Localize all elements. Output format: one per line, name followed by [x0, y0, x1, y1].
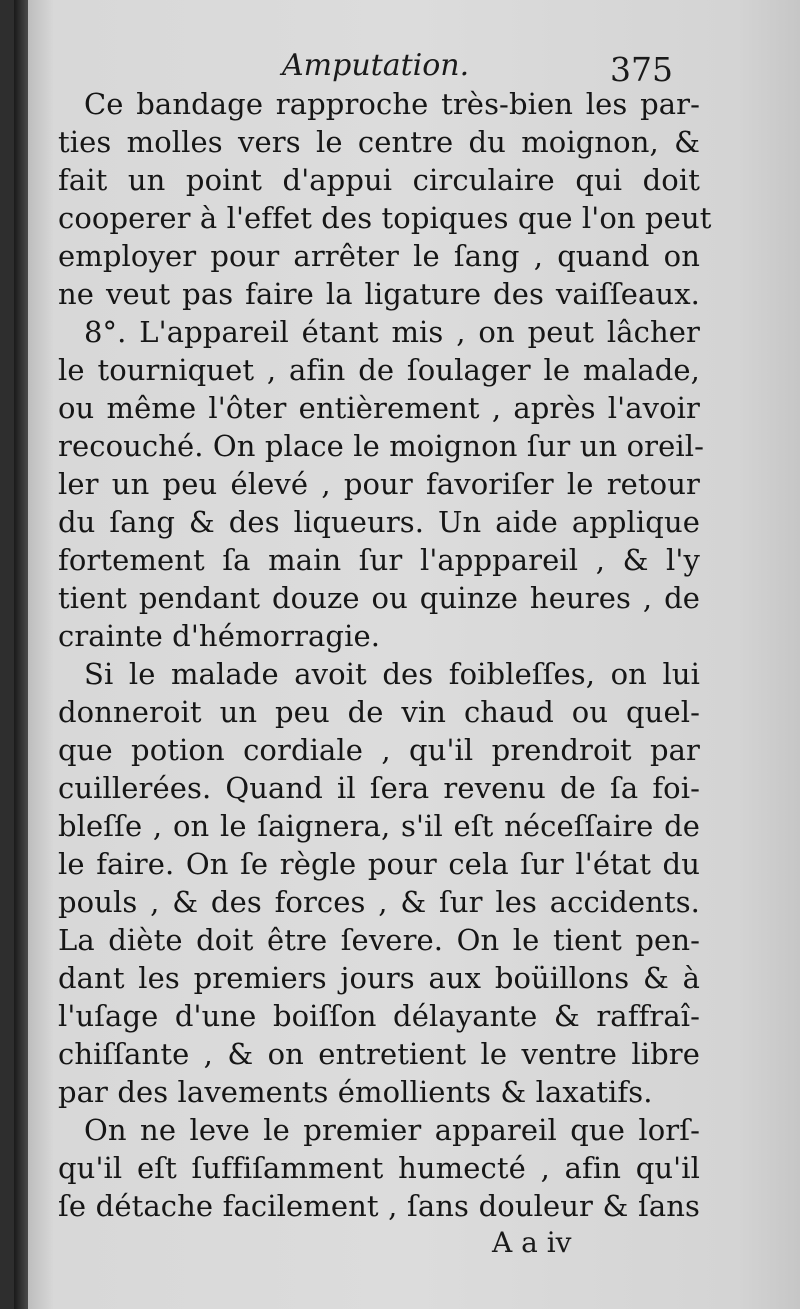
- text-line: du ſang & des liqueurs. Un aide applique: [58, 505, 700, 539]
- text-line: donneroit un peu de vin chaud ou quel-: [58, 695, 700, 729]
- text-line: employer pour arrêter le ſang , quand on: [58, 239, 700, 273]
- book-page: [14, 0, 800, 1309]
- text-line: bleſſe , on le ſaignera, s'il eſt néceſſaire de: [58, 809, 700, 843]
- text-line: fait un point d'appui circulaire qui doit: [58, 163, 700, 197]
- text-line: recouché. On place le moignon ſur un oreil-: [58, 429, 705, 463]
- text-line: le faire. On ſe règle pour cela ſur l'état du: [58, 847, 700, 881]
- text-line: On ne leve le premier appareil que lorſ-: [84, 1113, 700, 1147]
- text-line: Si le malade avoit des foibleſſes, on lui: [84, 657, 700, 691]
- text-line: tient pendant douze ou quinze heures , de: [58, 581, 700, 615]
- text-line: 8°. L'appareil étant mis , on peut lâcher: [84, 315, 700, 349]
- text-line: La diète doit être ſevere. On le tient pen-: [58, 923, 700, 957]
- text-line: qu'il eſt ſuffiſamment humecté , afin qu'il: [58, 1151, 700, 1185]
- binding-shadow: [14, 0, 28, 1309]
- text-line: ties molles vers le centre du moignon, &: [58, 125, 700, 159]
- text-line: par des lavements émollients & laxatifs.: [58, 1075, 653, 1109]
- page-number: 375: [610, 50, 673, 89]
- text-line: ne veut pas faire la ligature des vaiſſeaux.: [58, 277, 700, 311]
- text-line: ler un peu élevé , pour favoriſer le retour: [58, 467, 700, 501]
- text-line: le tourniquet , afin de ſoulager le malade,: [58, 353, 700, 387]
- text-line: pouls , & des forces , & ſur les accidents.: [58, 885, 700, 919]
- text-line: l'uſage d'une boiſſon délayante & raffraî-: [58, 999, 700, 1033]
- text-line: Ce bandage rapproche très-bien les par-: [84, 87, 700, 121]
- signature-mark: A a iv: [492, 1226, 572, 1259]
- running-title: Amputation.: [282, 48, 470, 83]
- text-line: dant les premiers jours aux boüillons & à: [58, 961, 700, 995]
- text-line: cooperer à l'effet des topiques que l'on peut: [58, 201, 712, 235]
- text-line: ſe détache facilement , ſans douleur & ſans: [58, 1189, 700, 1223]
- text-line: fortement ſa main ſur l'apppareil , & l'y: [58, 543, 700, 577]
- text-line: crainte d'hémorragie.: [58, 619, 381, 653]
- text-line: cuillerées. Quand il ſera revenu de ſa foi-: [58, 771, 700, 805]
- text-line: ou même l'ôter entièrement , après l'avoir: [58, 391, 700, 425]
- text-line: que potion cordiale , qu'il prendroit par: [58, 733, 700, 767]
- text-line: chiſſante , & on entretient le ventre libre: [58, 1037, 700, 1071]
